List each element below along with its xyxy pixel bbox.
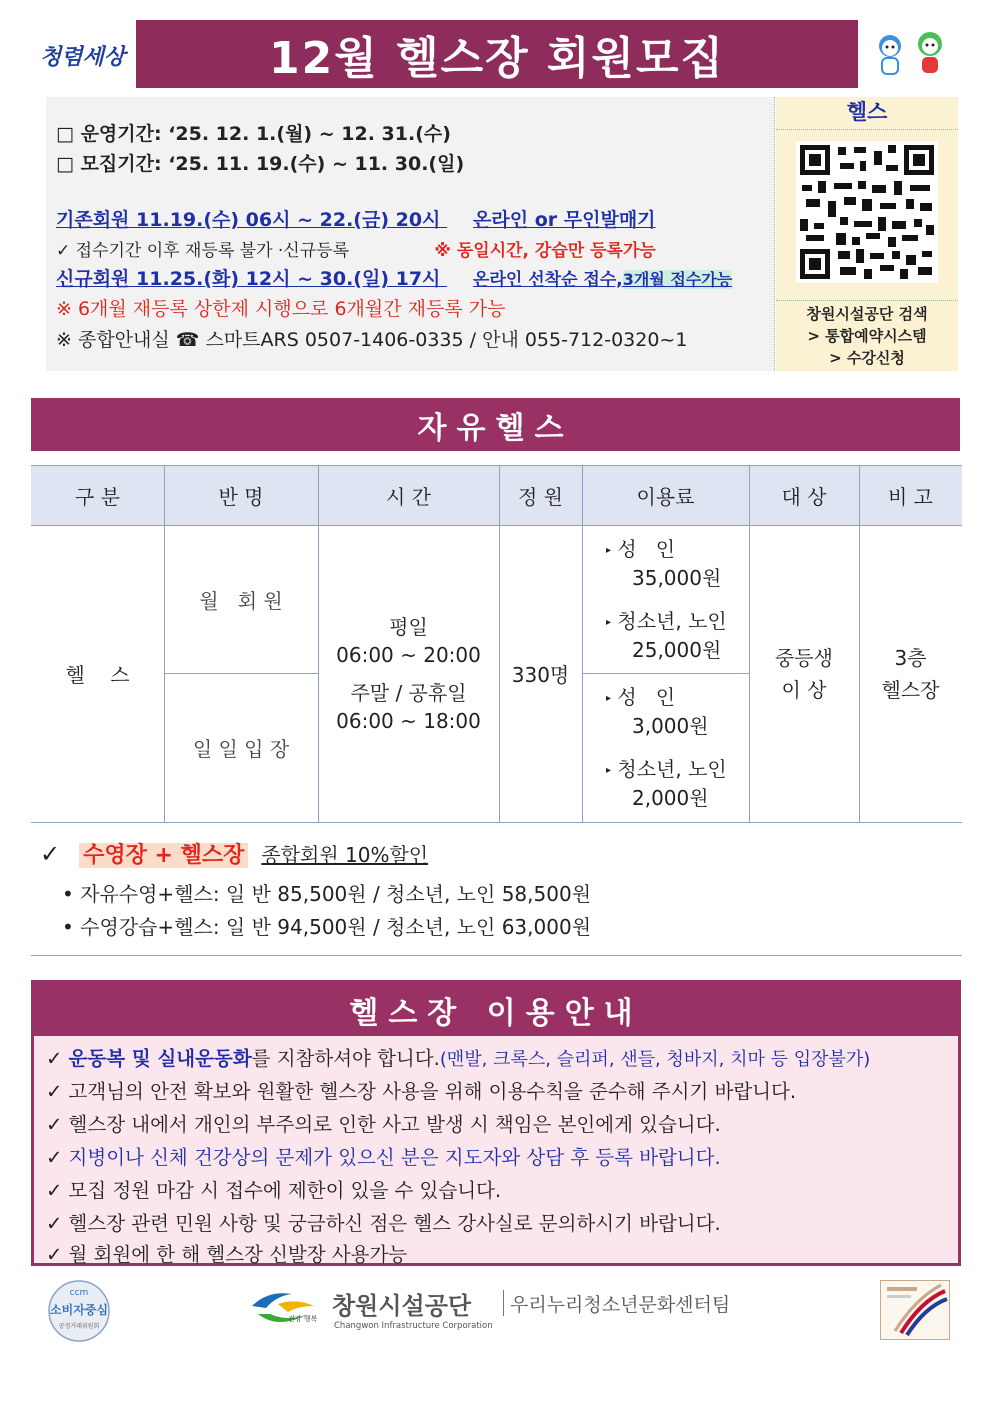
mascot-icon (868, 28, 958, 80)
usage-item-5: ✓ 모집 정원 마감 시 접수에 제한이 있을 수 있습니다. (46, 1179, 502, 1202)
fee-monthly: ▸ 성 인 35,000원 ▸ 청소년, 노인 25,000원 (582, 525, 749, 673)
usage-item-4: ✓ 지병이나 신체 건강상의 문제가 있으신 분은 지도자와 상담 후 등록 바랍니다. (46, 1146, 721, 1169)
class-monthly: 월 회 원 (199, 588, 283, 613)
note-cell (859, 525, 962, 822)
time-cell (318, 525, 499, 822)
fee-daily-youth: 2,000원 (632, 786, 709, 810)
registration-note: ✓ 접수기간 이후 재등록 불가 ·신규등록 (56, 241, 349, 261)
class-daily: 일 일 입 장 (192, 737, 290, 761)
usage-item-1: ✓ 운동복 및 실내운동화를 지참하셔야 합니다.(맨발, 크록스, 슬리퍼, 샌들, 청바지, 치마 등 입장불가) (46, 1047, 871, 1070)
qr-code[interactable] (796, 141, 938, 283)
free-fitness-title: 자유헬스 (31, 398, 960, 451)
new-member-3month: 3개월 접수가능 (622, 270, 733, 289)
header-capacity: 정 원 (518, 484, 563, 509)
qr-code-icon (796, 141, 938, 283)
combo-free-swim: • 자유수영+헬스: 일 반 85,500원 / 청소년, 노인 58,500원 (62, 882, 592, 906)
search-guide-1: 창원시설공단 검색 (806, 305, 928, 323)
new-member-schedule: 신규회원 11.25.(화) 12시 ~ 30.(일) 17시 (56, 268, 441, 290)
certification-mark (880, 1280, 950, 1340)
note-line1: 3층 (894, 645, 927, 670)
header-category: 구 분 (75, 484, 120, 509)
operation-period: □ 운영기간: ‘25. 12. 1.(월) ~ 12. 31.(수) (56, 123, 451, 145)
qr-title: 헬스 (776, 97, 958, 130)
time-weekend-hours: 06:00 ~ 18:00 (336, 708, 481, 733)
ccm-top: ccm (69, 1288, 89, 1298)
target-cell (749, 525, 859, 822)
fee-daily: ▸ 성 인 3,000원 ▸ 청소년, 노인 2,000원 (582, 673, 749, 822)
fitness-table (31, 465, 962, 823)
org-emblem-icon (248, 1284, 320, 1336)
usage-guide-title: 헬스장 이용안내 (34, 983, 958, 1036)
header-class: 반 명 (218, 484, 264, 509)
note-line2: 헬스장 (881, 677, 940, 702)
usage-item-7: ✓ 월 회원에 한 해 헬스장 신발장 사용가능 (46, 1243, 408, 1266)
usage-item-3: ✓ 헬스장 내에서 개인의 부주의로 인한 사고 발생 시 책임은 본인에게 있습니다. (46, 1113, 721, 1136)
new-member-method: 온라인 선착순 접수, (473, 270, 623, 290)
team-name: 우리누리청소년문화센터팀 (510, 1294, 731, 1316)
fee-daily-adult: 3,000원 (632, 714, 709, 738)
fee-daily-adult-label: 성 인 (617, 685, 676, 709)
ccm-main: 소비자중심 (50, 1303, 108, 1317)
org-english-name: Changwon Infrastructure Corporation (334, 1321, 493, 1331)
reregistration-limit-note: ※ 6개월 재등록 상한제 시행으로 6개월간 재등록 가능 (56, 298, 506, 320)
ccm-sub: 공정거래위원회 (58, 1323, 100, 1330)
fee-daily-youth-label: 청소년, 노인 (617, 757, 727, 781)
target-line1: 중등생 (775, 645, 833, 670)
fee-monthly-youth: 25,000원 (632, 638, 722, 662)
time-weekday-label: 평일 (389, 614, 428, 639)
page-title: 12월 헬스장 회원모집 (136, 20, 858, 88)
mascot-icons (868, 28, 958, 80)
header-time: 시 간 (386, 484, 431, 509)
ccm-badge (44, 1280, 114, 1342)
fee-monthly-adult-label: 성 인 (617, 537, 676, 561)
existing-member-method: 온라인 or 무인발매기 (473, 209, 656, 231)
combo-discount (40, 838, 428, 869)
header-fee: 이용료 (636, 484, 695, 509)
fee-monthly-adult: 35,000원 (632, 566, 722, 590)
certification-mark-icon (881, 1281, 949, 1339)
org-name: 창원시설공단 (332, 1292, 472, 1320)
time-weekday-hours: 06:00 ~ 20:00 (336, 642, 481, 667)
usage-item-2: ✓ 고객님의 안전 확보와 원활한 헬스장 사용을 위해 이용수칙을 준수해 주시기 바랍니다. (46, 1080, 797, 1103)
existing-member-schedule: 기존회원 11.19.(수) 06시 ~ 22.(금) 20시 (56, 209, 441, 231)
usage-guide (31, 980, 961, 1266)
combo-discount-text: 종합회원 10%할인 (261, 843, 429, 867)
search-guide-2: > 통합예약시스템 (807, 327, 927, 345)
qr-panel (776, 97, 958, 371)
search-guide-3: > 수강신청 (829, 349, 905, 367)
clean-world-logo (40, 30, 135, 80)
check-icon: ✓ (40, 840, 61, 868)
fee-monthly-youth-label: 청소년, 노인 (617, 609, 727, 633)
recruitment-info-panel (46, 97, 775, 371)
recruitment-period: □ 모집기간: ‘25. 11. 19.(수) ~ 11. 30.(일) (56, 153, 465, 175)
org-emblem (248, 1284, 320, 1336)
capacity-value: 330명 (511, 663, 570, 687)
logo-text: 청렴세상 (40, 43, 126, 70)
contact-info: ※ 종합안내실 ☎ 스마트ARS 0507-1406-0335 / 안내 055-712-0320~1 (56, 329, 688, 351)
category-fitness: 헬 스 (65, 663, 130, 687)
same-time-note: ※ 동일시간, 강습만 등록가능 (434, 241, 656, 261)
target-line2: 이 상 (781, 677, 827, 702)
header-target: 대 상 (781, 484, 827, 509)
combo-label: 수영장 + 헬스장 (79, 843, 248, 868)
header-note: 비 고 (888, 484, 933, 509)
usage-item-6: ✓ 헬스장 관련 민원 사항 및 궁금하신 점은 헬스 강사실로 문의하시기 바랍니다. (46, 1212, 721, 1235)
combo-swim-lesson: • 수영강습+헬스: 일 반 94,500원 / 청소년, 노인 63,000원 (62, 915, 592, 939)
time-weekend-label: 주말 / 공휴일 (350, 680, 467, 705)
emblem-text: 건강 행복 (288, 1315, 318, 1323)
